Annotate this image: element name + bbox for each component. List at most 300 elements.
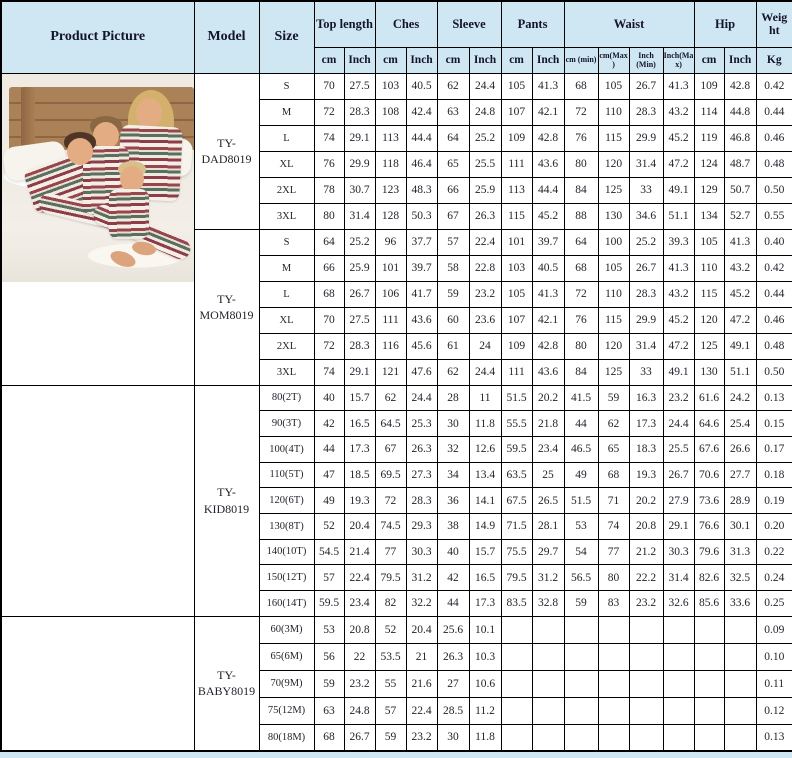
cell-waist-cm-max: 125	[598, 177, 629, 203]
cell-hip-cm	[694, 643, 724, 670]
cell-pants-cm: 55.5	[501, 411, 532, 437]
cell-waist-cm-min: 80	[564, 151, 598, 177]
cell-top-length-cm: 64	[314, 229, 344, 255]
cell-pants-cm: 105	[501, 73, 532, 99]
cell-hip-cm: 120	[694, 307, 724, 333]
cell-top-length-cm: 72	[314, 333, 344, 359]
cell-waist-inch-max: 49.1	[663, 359, 694, 385]
header-sleeve-inch: Inch	[469, 47, 501, 73]
cell-waist-cm-min: 64	[564, 229, 598, 255]
cell-weight-kg: 0.46	[756, 125, 792, 151]
cell-hip-cm: 130	[694, 359, 724, 385]
cell-weight-kg: 0.25	[756, 591, 792, 617]
cell-sleeve-cm: 42	[437, 565, 469, 591]
cell-weight-kg: 0.22	[756, 539, 792, 565]
cell-chest-cm: 106	[375, 281, 406, 307]
photo-boy-head	[67, 138, 93, 165]
cell-pants-inch: 39.7	[532, 229, 564, 255]
cell-waist-cm-max	[598, 697, 629, 724]
cell-top-length-inch: 25.9	[344, 255, 375, 281]
cell-sleeve-cm: 57	[437, 229, 469, 255]
cell-waist-cm-min: 88	[564, 203, 598, 229]
header-waist-inch-min: Inch (Min)	[629, 47, 663, 73]
cell-hip-cm: 61.6	[694, 385, 724, 411]
cell-top-length-cm: 56	[314, 643, 344, 670]
cell-waist-inch-max	[663, 697, 694, 724]
cell-pants-inch: 21.8	[532, 411, 564, 437]
cell-sleeve-cm: 30	[437, 724, 469, 751]
cell-chest-inch: 21.6	[406, 670, 437, 697]
cell-pants-inch: 23.4	[532, 436, 564, 462]
cell-weight-kg: 0.20	[756, 513, 792, 539]
cell-sleeve-cm: 44	[437, 591, 469, 617]
cell-chest-cm: 121	[375, 359, 406, 385]
cell-pants-cm	[501, 643, 532, 670]
cell-waist-cm-min: 76	[564, 125, 598, 151]
cell-hip-inch	[724, 616, 756, 643]
cell-pants-cm: 63.5	[501, 462, 532, 488]
size-cell: XL	[259, 151, 314, 177]
header-hip: Hip	[694, 1, 756, 47]
cell-waist-inch-max: 24.4	[663, 411, 694, 437]
cell-waist-inch-min: 22.2	[629, 565, 663, 591]
cell-hip-inch	[724, 643, 756, 670]
cell-pants-cm: 111	[501, 151, 532, 177]
cell-hip-cm: 70.6	[694, 462, 724, 488]
header-waist: Waist	[564, 1, 694, 47]
cell-pants-cm: 101	[501, 229, 532, 255]
cell-pants-inch: 29.7	[532, 539, 564, 565]
cell-waist-inch-min	[629, 697, 663, 724]
cell-top-length-inch: 26.7	[344, 281, 375, 307]
cell-pants-inch: 32.8	[532, 591, 564, 617]
cell-waist-inch-min: 28.3	[629, 281, 663, 307]
header-top-length: Top length	[314, 1, 375, 47]
photo-mom-head	[136, 98, 162, 128]
product-photo	[2, 74, 194, 282]
cell-top-length-cm: 47	[314, 462, 344, 488]
cell-pants-cm: 79.5	[501, 565, 532, 591]
cell-chest-inch: 20.4	[406, 616, 437, 643]
cell-waist-cm-max: 115	[598, 125, 629, 151]
cell-sleeve-cm: 26.3	[437, 643, 469, 670]
cell-hip-cm	[694, 724, 724, 751]
header-top-length-inch: Inch	[344, 47, 375, 73]
cell-waist-cm-min	[564, 616, 598, 643]
size-cell: 75(12M)	[259, 697, 314, 724]
cell-chest-inch: 24.4	[406, 385, 437, 411]
cell-top-length-inch: 30.7	[344, 177, 375, 203]
cell-waist-cm-min: 84	[564, 359, 598, 385]
cell-top-length-inch: 20.8	[344, 616, 375, 643]
cell-chest-cm: 72	[375, 488, 406, 514]
cell-chest-cm: 111	[375, 307, 406, 333]
cell-weight-kg: 0.10	[756, 643, 792, 670]
cell-pants-cm: 67.5	[501, 488, 532, 514]
cell-waist-inch-max: 30.3	[663, 539, 694, 565]
table-header	[1, 1, 792, 73]
cell-chest-cm: 77	[375, 539, 406, 565]
cell-top-length-cm: 44	[314, 436, 344, 462]
cell-waist-cm-max: 74	[598, 513, 629, 539]
cell-waist-inch-min	[629, 670, 663, 697]
cell-waist-inch-max: 47.2	[663, 151, 694, 177]
cell-chest-inch: 32.2	[406, 591, 437, 617]
size-cell: 160(14T)	[259, 591, 314, 617]
cell-waist-cm-min: 53	[564, 513, 598, 539]
cell-chest-cm: 108	[375, 99, 406, 125]
cell-waist-cm-min	[564, 724, 598, 751]
cell-hip-cm: 115	[694, 281, 724, 307]
size-cell: 3XL	[259, 359, 314, 385]
cell-waist-inch-min: 16.3	[629, 385, 663, 411]
cell-sleeve-inch: 26.3	[469, 203, 501, 229]
cell-chest-inch: 40.5	[406, 73, 437, 99]
cell-chest-cm: 55	[375, 670, 406, 697]
cell-pants-inch: 42.8	[532, 333, 564, 359]
table-body	[1, 73, 792, 751]
cell-sleeve-cm: 60	[437, 307, 469, 333]
cell-sleeve-cm: 65	[437, 151, 469, 177]
cell-chest-cm: 103	[375, 73, 406, 99]
header-waist-cm-min: cm (min)	[564, 47, 598, 73]
cell-top-length-cm: 68	[314, 281, 344, 307]
cell-hip-cm: 67.6	[694, 436, 724, 462]
cell-sleeve-inch: 23.2	[469, 281, 501, 307]
cell-waist-inch-min: 31.4	[629, 333, 663, 359]
cell-pants-inch	[532, 697, 564, 724]
cell-waist-cm-min	[564, 697, 598, 724]
cell-waist-cm-max: 120	[598, 151, 629, 177]
cell-chest-cm: 79.5	[375, 565, 406, 591]
cell-waist-inch-min: 34.6	[629, 203, 663, 229]
cell-top-length-inch: 22	[344, 643, 375, 670]
cell-hip-cm: 110	[694, 255, 724, 281]
cell-top-length-inch: 31.4	[344, 203, 375, 229]
cell-chest-cm: 69.5	[375, 462, 406, 488]
cell-pants-inch: 42.1	[532, 99, 564, 125]
header-sleeve-cm: cm	[437, 47, 469, 73]
cell-top-length-inch: 28.3	[344, 99, 375, 125]
size-cell: 120(6T)	[259, 488, 314, 514]
cell-chest-inch: 21	[406, 643, 437, 670]
cell-waist-cm-max: 83	[598, 591, 629, 617]
cell-waist-cm-max: 115	[598, 307, 629, 333]
cell-pants-inch: 44.4	[532, 177, 564, 203]
cell-pants-cm: 109	[501, 125, 532, 151]
cell-pants-inch: 31.2	[532, 565, 564, 591]
header-hip-inch: Inch	[724, 47, 756, 73]
cell-pants-inch: 42.1	[532, 307, 564, 333]
cell-sleeve-inch: 13.4	[469, 462, 501, 488]
cell-waist-cm-max: 80	[598, 565, 629, 591]
cell-top-length-inch: 24.8	[344, 697, 375, 724]
cell-waist-inch-max: 39.3	[663, 229, 694, 255]
cell-weight-kg: 0.13	[756, 385, 792, 411]
cell-hip-cm: 124	[694, 151, 724, 177]
cell-top-length-inch: 22.4	[344, 565, 375, 591]
cell-hip-inch: 28.9	[724, 488, 756, 514]
cell-top-length-cm: 59	[314, 670, 344, 697]
cell-waist-cm-min: 44	[564, 411, 598, 437]
cell-top-length-inch: 27.5	[344, 73, 375, 99]
cell-top-length-inch: 20.4	[344, 513, 375, 539]
cell-waist-cm-max: 110	[598, 281, 629, 307]
cell-sleeve-inch: 10.3	[469, 643, 501, 670]
cell-sleeve-cm: 66	[437, 177, 469, 203]
cell-waist-cm-max	[598, 643, 629, 670]
cell-hip-inch: 46.8	[724, 125, 756, 151]
cell-chest-cm: 96	[375, 229, 406, 255]
cell-weight-kg: 0.11	[756, 670, 792, 697]
cell-hip-inch: 41.3	[724, 229, 756, 255]
size-cell: 70(9M)	[259, 670, 314, 697]
cell-waist-inch-min	[629, 724, 663, 751]
cell-sleeve-cm: 28.5	[437, 697, 469, 724]
cell-weight-kg: 0.44	[756, 281, 792, 307]
cell-chest-inch: 43.6	[406, 307, 437, 333]
cell-top-length-inch: 21.4	[344, 539, 375, 565]
cell-waist-inch-max: 43.2	[663, 99, 694, 125]
cell-sleeve-cm: 62	[437, 73, 469, 99]
cell-waist-inch-max	[663, 616, 694, 643]
cell-chest-cm: 116	[375, 333, 406, 359]
cell-waist-cm-max: 59	[598, 385, 629, 411]
cell-weight-kg: 0.19	[756, 488, 792, 514]
cell-pants-inch: 25	[532, 462, 564, 488]
size-cell: S	[259, 73, 314, 99]
cell-chest-cm: 82	[375, 591, 406, 617]
size-cell: L	[259, 125, 314, 151]
cell-waist-inch-min	[629, 616, 663, 643]
cell-waist-cm-max: 71	[598, 488, 629, 514]
cell-top-length-cm: 52	[314, 513, 344, 539]
header-weight: Weight	[756, 1, 792, 47]
cell-waist-inch-max: 29.1	[663, 513, 694, 539]
header-pants-cm: cm	[501, 47, 532, 73]
table-row	[1, 616, 792, 643]
cell-hip-inch	[724, 670, 756, 697]
cell-chest-cm: 118	[375, 151, 406, 177]
cell-chest-inch: 22.4	[406, 697, 437, 724]
cell-chest-cm: 67	[375, 436, 406, 462]
cell-top-length-cm: 70	[314, 73, 344, 99]
cell-waist-cm-max: 62	[598, 411, 629, 437]
cell-chest-cm: 128	[375, 203, 406, 229]
size-cell: 80(2T)	[259, 385, 314, 411]
cell-waist-inch-max	[663, 670, 694, 697]
cell-sleeve-inch: 11.2	[469, 697, 501, 724]
size-cell: 90(3T)	[259, 411, 314, 437]
cell-pants-cm: 59.5	[501, 436, 532, 462]
cell-sleeve-cm: 34	[437, 462, 469, 488]
header-waist-cm-max: cm(Max)	[598, 47, 629, 73]
photo-boy-head	[93, 122, 119, 149]
size-cell: 140(10T)	[259, 539, 314, 565]
cell-waist-cm-max: 105	[598, 73, 629, 99]
size-cell: 110(5T)	[259, 462, 314, 488]
cell-pants-cm: 75.5	[501, 539, 532, 565]
cell-waist-inch-max: 51.1	[663, 203, 694, 229]
cell-weight-kg: 0.42	[756, 255, 792, 281]
cell-waist-inch-min: 23.2	[629, 591, 663, 617]
header-chest: Ches	[375, 1, 437, 47]
cell-waist-inch-max: 41.3	[663, 73, 694, 99]
cell-weight-kg: 0.50	[756, 177, 792, 203]
cell-hip-inch: 47.2	[724, 307, 756, 333]
cell-top-length-cm: 63	[314, 697, 344, 724]
cell-hip-inch: 43.2	[724, 255, 756, 281]
cell-waist-inch-max: 32.6	[663, 591, 694, 617]
cell-chest-cm: 74.5	[375, 513, 406, 539]
header-model: Model	[194, 1, 259, 73]
cell-sleeve-inch: 11.8	[469, 411, 501, 437]
cell-waist-cm-min: 76	[564, 307, 598, 333]
cell-chest-inch: 48.3	[406, 177, 437, 203]
cell-top-length-cm: 70	[314, 307, 344, 333]
cell-pants-cm	[501, 670, 532, 697]
cell-chest-inch: 45.6	[406, 333, 437, 359]
cell-sleeve-cm: 61	[437, 333, 469, 359]
cell-waist-cm-max: 130	[598, 203, 629, 229]
cell-weight-kg: 0.40	[756, 229, 792, 255]
cell-pants-cm: 71.5	[501, 513, 532, 539]
cell-sleeve-cm: 64	[437, 125, 469, 151]
model-cell: TY-BABY8019	[194, 616, 259, 751]
cell-hip-inch: 52.7	[724, 203, 756, 229]
cell-chest-cm: 113	[375, 125, 406, 151]
cell-waist-cm-min: 80	[564, 333, 598, 359]
cell-top-length-inch: 19.3	[344, 488, 375, 514]
cell-waist-cm-min: 41.5	[564, 385, 598, 411]
cell-hip-inch	[724, 724, 756, 751]
cell-chest-inch: 42.4	[406, 99, 437, 125]
cell-chest-inch: 29.3	[406, 513, 437, 539]
cell-pants-cm: 113	[501, 177, 532, 203]
cell-weight-kg: 0.44	[756, 99, 792, 125]
cell-waist-inch-min: 17.3	[629, 411, 663, 437]
header-pants-inch: Inch	[532, 47, 564, 73]
cell-sleeve-inch: 25.5	[469, 151, 501, 177]
cell-weight-kg: 0.17	[756, 436, 792, 462]
cell-hip-cm: 109	[694, 73, 724, 99]
cell-waist-cm-min: 56.5	[564, 565, 598, 591]
cell-chest-inch: 25.3	[406, 411, 437, 437]
model-cell: TY-MOM8019	[194, 229, 259, 385]
cell-hip-cm: 114	[694, 99, 724, 125]
cell-waist-inch-max: 45.2	[663, 125, 694, 151]
cell-waist-cm-min: 46.5	[564, 436, 598, 462]
cell-top-length-inch: 15.7	[344, 385, 375, 411]
cell-waist-inch-min: 25.2	[629, 229, 663, 255]
cell-chest-inch: 39.7	[406, 255, 437, 281]
cell-hip-cm: 119	[694, 125, 724, 151]
cell-waist-inch-max: 41.3	[663, 255, 694, 281]
cell-pants-inch	[532, 643, 564, 670]
cell-sleeve-inch: 24.4	[469, 359, 501, 385]
cell-waist-inch-max	[663, 724, 694, 751]
cell-hip-cm: 85.6	[694, 591, 724, 617]
cell-waist-inch-min: 29.9	[629, 125, 663, 151]
cell-top-length-inch: 26.7	[344, 724, 375, 751]
cell-waist-inch-min: 31.4	[629, 151, 663, 177]
header-sleeve: Sleeve	[437, 1, 501, 47]
cell-waist-inch-min: 20.2	[629, 488, 663, 514]
cell-waist-cm-min: 59	[564, 591, 598, 617]
model-cell: TY-KID8019	[194, 385, 259, 616]
cell-waist-cm-min	[564, 670, 598, 697]
cell-sleeve-inch: 23.6	[469, 307, 501, 333]
cell-waist-inch-max: 49.1	[663, 177, 694, 203]
cell-waist-inch-min: 33	[629, 177, 663, 203]
size-cell: 80(18M)	[259, 724, 314, 751]
cell-waist-cm-min: 68	[564, 73, 598, 99]
cell-chest-cm: 59	[375, 724, 406, 751]
cell-weight-kg: 0.15	[756, 411, 792, 437]
cell-pants-cm	[501, 616, 532, 643]
cell-chest-cm: 101	[375, 255, 406, 281]
cell-waist-inch-min: 26.7	[629, 255, 663, 281]
header-hip-cm: cm	[694, 47, 724, 73]
cell-chest-cm: 123	[375, 177, 406, 203]
cell-chest-inch: 47.6	[406, 359, 437, 385]
cell-chest-inch: 50.3	[406, 203, 437, 229]
cell-top-length-cm: 72	[314, 99, 344, 125]
cell-pants-cm: 83.5	[501, 591, 532, 617]
cell-pants-inch: 20.2	[532, 385, 564, 411]
cell-weight-kg: 0.50	[756, 359, 792, 385]
cell-pants-inch: 26.5	[532, 488, 564, 514]
cell-waist-cm-min: 54	[564, 539, 598, 565]
cell-top-length-inch: 25.2	[344, 229, 375, 255]
cell-sleeve-cm: 63	[437, 99, 469, 125]
cell-weight-kg: 0.42	[756, 73, 792, 99]
cell-waist-inch-min: 33	[629, 359, 663, 385]
cell-sleeve-cm: 28	[437, 385, 469, 411]
cell-pants-cm: 109	[501, 333, 532, 359]
cell-top-length-inch: 18.5	[344, 462, 375, 488]
cell-weight-kg: 0.13	[756, 724, 792, 751]
size-cell: 100(4T)	[259, 436, 314, 462]
cell-sleeve-cm: 25.6	[437, 616, 469, 643]
cell-chest-inch: 28.3	[406, 488, 437, 514]
cell-waist-cm-max	[598, 724, 629, 751]
cell-waist-inch-min	[629, 643, 663, 670]
cell-sleeve-inch: 14.9	[469, 513, 501, 539]
cell-pants-cm: 115	[501, 203, 532, 229]
cell-waist-inch-min: 20.8	[629, 513, 663, 539]
cell-weight-kg: 0.55	[756, 203, 792, 229]
cell-hip-cm: 129	[694, 177, 724, 203]
cell-chest-inch: 30.3	[406, 539, 437, 565]
cell-sleeve-inch: 11.8	[469, 724, 501, 751]
header-waist-inch-max: Inch(Max)	[663, 47, 694, 73]
cell-waist-cm-min: 68	[564, 255, 598, 281]
header-chest-inch: Inch	[406, 47, 437, 73]
cell-waist-inch-min: 28.3	[629, 99, 663, 125]
cell-pants-inch	[532, 616, 564, 643]
size-cell: 2XL	[259, 177, 314, 203]
header-chest-cm: cm	[375, 47, 406, 73]
empty-picture-cell	[1, 616, 194, 751]
cell-hip-cm: 79.6	[694, 539, 724, 565]
cell-chest-cm: 62	[375, 385, 406, 411]
cell-hip-inch: 33.6	[724, 591, 756, 617]
cell-pants-cm: 105	[501, 281, 532, 307]
cell-sleeve-cm: 40	[437, 539, 469, 565]
cell-waist-cm-min: 72	[564, 281, 598, 307]
cell-hip-inch: 44.8	[724, 99, 756, 125]
